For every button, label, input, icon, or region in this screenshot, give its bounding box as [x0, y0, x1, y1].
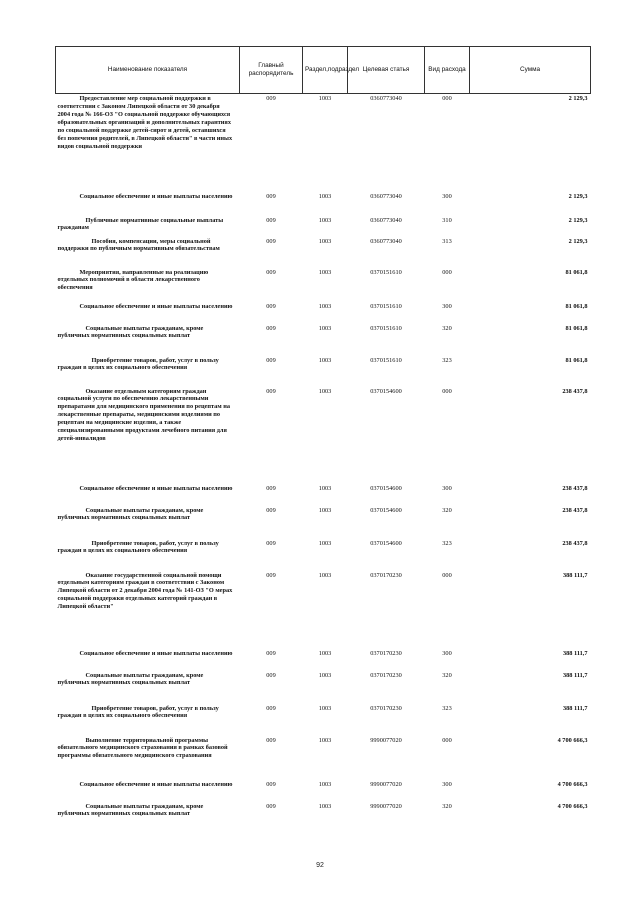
row-name: Социальное обеспечение и иные выплаты населению	[79, 484, 233, 492]
row-celevaya: 0360773040	[370, 237, 402, 245]
row-summa: 388 111,7	[563, 671, 588, 679]
row-glavny: 009	[266, 302, 276, 310]
row-vid: 000	[442, 95, 452, 102]
row-razdel: 1003	[318, 237, 332, 245]
row-vid: 320	[442, 324, 452, 332]
table-row	[56, 539, 591, 571]
row-glavny: 009	[266, 324, 276, 332]
row-vid: 300	[442, 302, 452, 310]
row-name: Выполнение территориальной программы обязательного медицинского страхования в рамках базовой программы обязательного медицинского страхования	[57, 736, 228, 760]
row-glavny: 009	[266, 192, 276, 200]
row-celevaya: 0360773040	[370, 216, 402, 224]
row-vid: 323	[442, 704, 452, 712]
row-razdel: 1003	[318, 484, 332, 492]
row-name: Приобретение товаров, работ, услуг в пользу граждан в целях их социального обеспечения	[57, 356, 219, 372]
column-header-razdel: Раздел,подраздел	[303, 47, 348, 94]
row-name: Социальные выплаты гражданам, кроме публичных нормативных социальных выплат	[57, 671, 204, 687]
row-razdel: 1003	[318, 736, 332, 744]
row-name: Оказание отдельным категориям граждан социальной услуги по обеспечению лекарственными препаратами для медицинского применения по рецептам на лекарственные препараты, медицинскими изделиями по рецептам на медицинские изделия, а также специализированными продуктами лечебного питания для детей-инвалидов	[57, 387, 230, 443]
row-glavny: 009	[266, 216, 276, 224]
column-header-name: Наименование показателя	[56, 47, 240, 94]
table-row	[56, 736, 591, 780]
row-summa: 4 700 666,3	[557, 780, 588, 788]
row-glavny: 009	[266, 506, 276, 514]
row-name: Социальное обеспечение и иные выплаты населению	[79, 780, 233, 788]
row-name: Предоставление мер социальной поддержки в соответствии с Законом Липецкой области от 30 декабря 2004 года № 166-ОЗ "О социальной поддержке обучающихся образовательных организаций и дополнительных гарантиях по социальной поддержке детей-сирот и детей, оставшихся без попечения родителей, в Липецкой области" в части иных видов социальной поддержки	[57, 95, 233, 150]
row-celevaya: 0370151610	[370, 356, 402, 364]
row-glavny: 009	[266, 539, 276, 547]
row-razdel: 1003	[318, 539, 332, 547]
row-summa: 388 111,7	[563, 704, 588, 712]
row-vid: 000	[442, 387, 452, 395]
row-summa: 4 700 666,3	[557, 736, 588, 744]
row-vid: 313	[442, 237, 452, 245]
row-summa: 4 700 666,3	[557, 802, 588, 810]
row-razdel: 1003	[318, 192, 332, 200]
table-row	[56, 324, 591, 356]
table-row	[56, 671, 591, 704]
row-razdel: 1003	[318, 506, 332, 514]
row-vid: 320	[442, 671, 452, 679]
table-body	[56, 94, 591, 834]
row-summa: 81 061,8	[565, 356, 588, 364]
row-name: Пособия, компенсации, меры социальной поддержки по публичным нормативным обязательствам	[57, 237, 220, 253]
row-celevaya: 0370170230	[370, 671, 402, 679]
row-name: Мероприятия, направленные на реализацию отдельных полномочий в области лекарственного обеспечения	[57, 268, 209, 292]
row-razdel: 1003	[318, 302, 332, 310]
row-summa: 238 437,8	[562, 506, 588, 514]
row-glavny: 009	[266, 780, 276, 788]
row-celevaya: 0370154600	[370, 539, 402, 547]
row-glavny: 009	[266, 484, 276, 492]
row-name: Социальное обеспечение и иные выплаты населению	[79, 192, 233, 200]
row-name: Социальные выплаты гражданам, кроме публичных нормативных социальных выплат	[57, 802, 204, 818]
table-row	[56, 216, 591, 237]
row-glavny: 009	[266, 571, 276, 579]
budget-table	[55, 46, 591, 834]
table-row	[56, 237, 591, 268]
row-razdel: 1003	[318, 356, 332, 364]
table-row	[56, 94, 591, 192]
table-row	[56, 802, 591, 834]
row-name: Приобретение товаров, работ, услуг в пользу граждан в целях их социального обеспечения	[57, 704, 219, 720]
row-celevaya: 9990077020	[370, 736, 402, 744]
row-vid: 000	[442, 736, 452, 744]
row-celevaya: 0370151610	[370, 302, 402, 310]
row-summa: 2 129,3	[568, 237, 588, 245]
row-glavny: 009	[266, 237, 276, 245]
row-vid: 300	[442, 484, 452, 492]
row-celevaya: 0370154600	[370, 484, 402, 492]
row-summa: 81 061,8	[565, 324, 588, 332]
row-glavny: 009	[266, 387, 276, 395]
row-glavny: 009	[266, 671, 276, 679]
row-vid: 300	[442, 780, 452, 788]
row-razdel: 1003	[318, 571, 332, 579]
row-celevaya: 0360773040	[370, 192, 402, 200]
table-row	[56, 506, 591, 539]
table-row	[56, 192, 591, 216]
row-razdel: 1003	[318, 387, 332, 395]
row-glavny: 009	[266, 268, 276, 276]
row-celevaya: 0370170230	[370, 649, 402, 657]
row-razdel: 1003	[318, 324, 332, 332]
row-glavny: 009	[266, 802, 276, 810]
row-summa: 238 437,8	[562, 484, 588, 492]
row-vid: 323	[442, 539, 452, 547]
row-razdel: 1003	[318, 802, 332, 810]
row-celevaya: 0370151610	[370, 324, 402, 332]
row-celevaya: 0370170230	[370, 704, 402, 712]
row-glavny: 009	[266, 736, 276, 744]
row-razdel: 1003	[318, 780, 332, 788]
row-summa: 2 129,3	[568, 216, 588, 224]
table-row	[56, 387, 591, 484]
column-header-glavny: Главный распорядитель	[240, 47, 303, 94]
row-vid: 300	[442, 192, 452, 200]
row-razdel: 1003	[318, 704, 332, 712]
table-row	[56, 704, 591, 736]
table-row	[56, 649, 591, 671]
row-vid: 320	[442, 506, 452, 514]
table-row	[56, 571, 591, 649]
row-summa: 238 437,8	[562, 539, 588, 547]
page-number: 92	[316, 862, 324, 869]
column-header-vid: Вид расхода	[425, 47, 470, 94]
row-razdel: 1003	[318, 268, 332, 276]
row-celevaya: 9990077020	[370, 780, 402, 788]
row-summa: 388 111,7	[563, 571, 588, 579]
table-header-row	[56, 47, 591, 94]
row-razdel: 1003	[318, 649, 332, 657]
row-name: Социальное обеспечение и иные выплаты населению	[79, 649, 233, 657]
row-razdel: 1003	[318, 216, 332, 224]
column-header-celevaya: Целевая статья	[348, 47, 425, 94]
row-vid: 320	[442, 802, 452, 810]
row-name: Социальное обеспечение и иные выплаты населению	[79, 302, 233, 310]
table-row	[56, 268, 591, 302]
row-celevaya: 0370154600	[370, 387, 402, 395]
table-row	[56, 484, 591, 506]
row-glavny: 009	[266, 649, 276, 657]
row-celevaya: 0370170230	[370, 571, 402, 579]
row-summa: 238 437,8	[562, 387, 588, 395]
table-row	[56, 780, 591, 802]
row-name: Социальные выплаты гражданам, кроме публичных нормативных социальных выплат	[57, 324, 204, 340]
row-vid: 000	[442, 571, 452, 579]
row-name: Оказание государственной социальной помощи отдельным категориям граждан в соответствии с Законом Липецкой области от 2 декабря 2004 года № 141-ОЗ "О мерах социальной поддержки отдельных категорий граждан в Липецкой области"	[57, 571, 233, 611]
table-header	[56, 47, 591, 94]
row-summa: 81 061,8	[565, 302, 588, 310]
row-celevaya: 0370151610	[370, 268, 402, 276]
column-header-summa: Сумма	[470, 47, 591, 94]
row-name: Публичные нормативные социальные выплаты гражданам	[57, 216, 224, 232]
row-vid: 300	[442, 649, 452, 657]
row-summa: 388 111,7	[563, 649, 588, 657]
row-glavny: 009	[266, 95, 276, 102]
row-razdel: 1003	[318, 671, 332, 679]
row-celevaya: 9990077020	[370, 802, 402, 810]
row-glavny: 009	[266, 356, 276, 364]
row-summa: 2 129,3	[568, 192, 588, 200]
row-summa: 81 061,8	[565, 268, 588, 276]
row-razdel: 1003	[318, 95, 332, 102]
row-vid: 000	[442, 268, 452, 276]
row-vid: 310	[442, 216, 452, 224]
table-row	[56, 356, 591, 387]
row-glavny: 009	[266, 704, 276, 712]
table-row	[56, 302, 591, 324]
row-celevaya: 0370154600	[370, 506, 402, 514]
row-name: Социальные выплаты гражданам, кроме публичных нормативных социальных выплат	[57, 506, 204, 522]
row-summa: 2 129,3	[568, 95, 588, 102]
row-name: Приобретение товаров, работ, услуг в пользу граждан в целях их социального обеспечения	[57, 539, 219, 555]
row-vid: 323	[442, 356, 452, 364]
row-celevaya: 0360773040	[370, 95, 402, 102]
